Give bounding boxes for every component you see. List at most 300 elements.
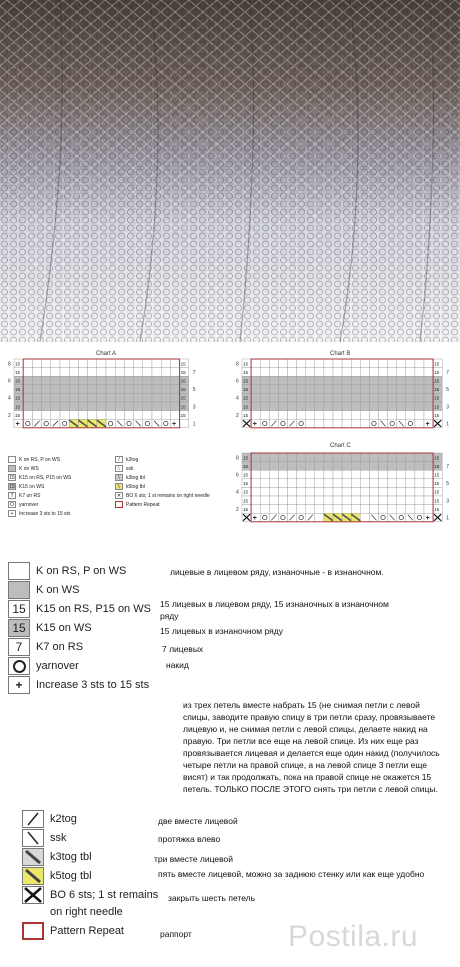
legend-row [50, 903, 123, 921]
chart-cell [161, 402, 170, 411]
row-number: 4 [236, 395, 239, 402]
chart-cell [124, 411, 133, 420]
legend-en: K7 on RS [36, 641, 84, 653]
cell-label: 15 [243, 361, 249, 367]
chart-cell [106, 376, 115, 385]
bind-off-icon: ✕ [116, 492, 122, 499]
legend-label: K on WS [19, 465, 39, 472]
chart-cell [379, 453, 388, 462]
chart-cell [23, 368, 32, 377]
cell-label: 15 [434, 481, 440, 487]
cell-label: 15 [434, 404, 440, 410]
chart-cell [360, 368, 369, 377]
legend-swatch [8, 465, 16, 472]
chart-cell [360, 505, 369, 514]
legend-ru: протяжка влево [158, 834, 221, 844]
chart-cell [288, 487, 297, 496]
row-number: 8 [236, 361, 239, 368]
chart-cell [269, 402, 278, 411]
chart-cell [143, 385, 152, 394]
chart-cell [424, 368, 433, 377]
chart-cell [388, 419, 397, 428]
legend-swatch [8, 456, 16, 463]
chart-cell [23, 402, 32, 411]
chart-cell [97, 368, 106, 377]
cell-label: 15 [243, 404, 249, 410]
chart-cell [297, 453, 306, 462]
chart-cell [351, 393, 360, 402]
chart-cell [42, 411, 51, 420]
chart-cell [415, 359, 424, 368]
chart-cell [306, 496, 315, 505]
chart-cell [278, 359, 287, 368]
chart-cell [360, 470, 369, 479]
legend-swatch: 15 [9, 474, 15, 481]
chart-cell [23, 419, 32, 428]
row-number: 1 [446, 421, 449, 428]
chart-cell [406, 393, 415, 402]
chart-cell [351, 419, 360, 428]
chart-cell [369, 453, 378, 462]
postila-logo: Postila.ru [288, 920, 419, 953]
chart-cell [180, 419, 189, 428]
chart-cell [369, 487, 378, 496]
chart-cell [288, 359, 297, 368]
chart-cell [315, 376, 324, 385]
chart-cell [360, 496, 369, 505]
chart-cell [415, 462, 424, 471]
chart-cell [342, 402, 351, 411]
chart-cell [23, 376, 32, 385]
chart-cell [397, 479, 406, 488]
chart-cell [406, 505, 415, 514]
k5tog-tbl-icon: \ [115, 483, 123, 490]
chart-cell [297, 385, 306, 394]
k3tog-tbl-icon: \ [115, 474, 123, 481]
chart-cell [424, 393, 433, 402]
cell-label: 15 [243, 412, 249, 418]
chart-cell [351, 470, 360, 479]
cell-label: 15 [15, 361, 21, 367]
chart-cell [360, 462, 369, 471]
chart-cell [288, 385, 297, 394]
legend-ru: три вместе лицевой [154, 854, 233, 864]
chart-cell [278, 376, 287, 385]
legend-label: K on RS, P on WS [19, 456, 61, 463]
chart-cell [324, 411, 333, 420]
legend-ru: закрыть шесть петель [168, 893, 256, 903]
chart-cell [124, 393, 133, 402]
chart-cell [51, 385, 60, 394]
chart-cell [260, 359, 269, 368]
chart-cell [69, 368, 78, 377]
row-number: 3 [446, 498, 449, 505]
chart-cell [406, 419, 415, 428]
ssk-icon: \ [115, 465, 123, 472]
chart-cell [170, 411, 179, 420]
chart-cell [42, 419, 51, 428]
row-number: 2 [8, 412, 11, 419]
chart-cell [397, 462, 406, 471]
legend-swatch [8, 562, 30, 580]
legend-row [22, 829, 67, 847]
chart-cell [32, 411, 41, 420]
chart-cell [424, 402, 433, 411]
legend-label: k2tog [126, 456, 139, 463]
chart-cell [278, 487, 287, 496]
chart-cell [106, 411, 115, 420]
chart-cell [360, 359, 369, 368]
legend-row [22, 922, 124, 940]
chart-cell [143, 376, 152, 385]
chart-cell [78, 385, 87, 394]
chart-b-title: Chart B [330, 351, 351, 357]
chart-cell [306, 462, 315, 471]
chart-cell [251, 376, 260, 385]
chart-cell [406, 479, 415, 488]
chart-cell [415, 376, 424, 385]
chart-cell [351, 479, 360, 488]
chart-cell [60, 393, 69, 402]
chart-cell [324, 462, 333, 471]
row-number: 6 [236, 472, 239, 479]
row-number: 3 [446, 404, 449, 411]
chart-cell [288, 368, 297, 377]
chart-cell [269, 359, 278, 368]
chart-cell [406, 470, 415, 479]
small-legend-b [115, 455, 210, 509]
chart-cell [260, 453, 269, 462]
chart-cell [379, 496, 388, 505]
chart-cell [315, 513, 324, 522]
chart-cell [60, 376, 69, 385]
chart-cell [124, 385, 133, 394]
chart-cell [288, 402, 297, 411]
chart-cell [342, 368, 351, 377]
chart-cell [124, 419, 133, 428]
chart-cell [351, 462, 360, 471]
chart-cell [78, 411, 87, 420]
chart-cell [260, 368, 269, 377]
k5tog-tbl-icon [22, 867, 44, 885]
legend-en: BO 6 sts; 1 st remains [50, 889, 159, 901]
chart-cell [269, 496, 278, 505]
chart-cell [388, 479, 397, 488]
legend-row [8, 638, 83, 656]
chart-cell [342, 359, 351, 368]
chart-cell [297, 496, 306, 505]
legend-en: Increase 3 sts to 15 sts [36, 679, 150, 691]
chart-cell [269, 479, 278, 488]
chart-cell [360, 479, 369, 488]
cell-label: 15 [434, 361, 440, 367]
chart-cell [42, 393, 51, 402]
legend-row [8, 562, 126, 580]
chart-cell [333, 487, 342, 496]
legend-row [22, 848, 92, 866]
chart-cell [415, 496, 424, 505]
chart-cell [278, 368, 287, 377]
chart-cell [415, 402, 424, 411]
chart-cell [134, 368, 143, 377]
chart-cell [397, 359, 406, 368]
chart-cell [51, 402, 60, 411]
k3tog-tbl-icon [22, 848, 44, 866]
chart-cell [369, 505, 378, 514]
chart-cell [42, 385, 51, 394]
chart-cell [278, 453, 287, 462]
chart-cell [106, 359, 115, 368]
chart-cell [397, 505, 406, 514]
legend-ru: лицевые в лицевом ряду, изнаночные - в изнаночном. [170, 567, 384, 577]
chart-cell [251, 479, 260, 488]
small-legend [8, 455, 71, 518]
chart-cell [278, 479, 287, 488]
increase-icon: + [425, 421, 430, 428]
chart-cell [269, 505, 278, 514]
cell-label: 15 [243, 472, 249, 478]
chart-cell [306, 393, 315, 402]
legend-row [8, 619, 92, 637]
chart-cell [170, 385, 179, 394]
k2tog-icon [22, 810, 44, 828]
row-number: 7 [192, 369, 196, 376]
chart-cell [360, 402, 369, 411]
chart-cell [306, 470, 315, 479]
chart-cell [369, 479, 378, 488]
chart-cell [360, 419, 369, 428]
chart-cell [269, 368, 278, 377]
chart-cell [42, 376, 51, 385]
chart-cell [315, 393, 324, 402]
row-number: 3 [192, 404, 196, 411]
chart-cell [260, 505, 269, 514]
row-number: 6 [236, 378, 239, 385]
chart-cell [23, 359, 32, 368]
chart-cell [333, 419, 342, 428]
chart-cell [134, 385, 143, 394]
chart-cell [251, 385, 260, 394]
chart-cell [297, 402, 306, 411]
chart-cell [315, 453, 324, 462]
chart-cell [78, 402, 87, 411]
chart-cell [333, 368, 342, 377]
chart-cell [424, 385, 433, 394]
legend-ru: пять вместе лицевой, можно за заднюю стенку или как еще удобно [158, 869, 425, 879]
legend-swatch [8, 581, 30, 599]
chart-cell [269, 453, 278, 462]
chart-cell [315, 470, 324, 479]
chart-cell [115, 385, 124, 394]
chart-cell [342, 470, 351, 479]
chart-cell [315, 479, 324, 488]
chart-cell [424, 479, 433, 488]
chart-cell [333, 479, 342, 488]
chart-cell [260, 496, 269, 505]
chart-cell [315, 496, 324, 505]
cell-label: 15 [243, 378, 249, 384]
chart-cell [388, 453, 397, 462]
chart-cell [342, 393, 351, 402]
legend-label: Pattern Repeat [126, 501, 160, 508]
row-number: 4 [8, 395, 11, 402]
chart-cell [152, 359, 161, 368]
cell-label: 15 [180, 404, 186, 410]
cell-label: 15 [180, 378, 186, 384]
legend-ru: две вместе лицевой [158, 816, 238, 826]
chart-cell [69, 411, 78, 420]
chart-b [230, 357, 456, 435]
chart-cell [297, 419, 306, 428]
chart-cell [324, 385, 333, 394]
chart-cell [161, 376, 170, 385]
chart-cell [406, 385, 415, 394]
chart-cell [306, 402, 315, 411]
chart-cell [388, 359, 397, 368]
chart-cell [369, 368, 378, 377]
chart-cell [379, 385, 388, 394]
chart-cell [306, 487, 315, 496]
chart-cell [369, 411, 378, 420]
chart-cell [379, 513, 388, 522]
chart-cell [342, 462, 351, 471]
chart-cell [306, 419, 315, 428]
chart-cell [379, 411, 388, 420]
legend-en: K15 on WS [36, 622, 92, 634]
chart-cell [306, 368, 315, 377]
row-number: 1 [192, 421, 196, 428]
chart-cell [143, 359, 152, 368]
legend-row [22, 886, 158, 904]
chart-cell [406, 462, 415, 471]
chart-cell [97, 393, 106, 402]
chart-cell [278, 462, 287, 471]
chart-cell [288, 479, 297, 488]
chart-cell [260, 462, 269, 471]
chart-cell [397, 402, 406, 411]
row-number: 5 [446, 481, 449, 488]
cell-label: 15 [15, 412, 21, 418]
chart-cell [278, 402, 287, 411]
chart-cell [88, 376, 97, 385]
chart-cell [269, 411, 278, 420]
chart-cell [388, 402, 397, 411]
cell-label: 15 [434, 472, 440, 478]
chart-cell [143, 419, 152, 428]
chart-cell [351, 411, 360, 420]
chart-cell [397, 513, 406, 522]
cell-label: 15 [434, 506, 440, 512]
chart-cell [88, 368, 97, 377]
chart-cell [60, 368, 69, 377]
row-number: 6 [8, 378, 11, 385]
chart-cell [88, 402, 97, 411]
chart-cell [297, 505, 306, 514]
chart-cell [134, 393, 143, 402]
chart-c-title: Chart C [330, 443, 351, 449]
cell-label: 15 [243, 481, 249, 487]
chart-cell [424, 470, 433, 479]
chart-cell [333, 359, 342, 368]
chart-cell [342, 453, 351, 462]
chart-cell [333, 402, 342, 411]
chart-cell [424, 487, 433, 496]
chart-cell [333, 385, 342, 394]
chart-cell [351, 368, 360, 377]
legend-en: on right needle [50, 906, 123, 918]
chart-cell [51, 393, 60, 402]
chart-cell [152, 385, 161, 394]
chart-cell [143, 402, 152, 411]
chart-cell [415, 479, 424, 488]
row-number: 5 [192, 387, 196, 394]
chart-cell [288, 376, 297, 385]
cell-label: 15 [15, 387, 21, 393]
chart-cell [388, 411, 397, 420]
cell-label: 15 [434, 463, 440, 469]
row-number: 8 [236, 455, 239, 462]
chart-cell [161, 368, 170, 377]
chart-cell [161, 359, 170, 368]
chart-cell [360, 385, 369, 394]
legend-label: yarnover [19, 501, 39, 508]
chart-cell [315, 368, 324, 377]
chart-cell [406, 376, 415, 385]
chart-cell [388, 496, 397, 505]
row-number: 5 [446, 387, 449, 394]
chart-cell [360, 393, 369, 402]
legend-row [8, 581, 79, 599]
chart-cell [333, 470, 342, 479]
chart-cell [134, 376, 143, 385]
chart-cell [69, 385, 78, 394]
chart-cell [424, 376, 433, 385]
chart-cell [315, 487, 324, 496]
increase-icon: + [252, 515, 257, 522]
chart-cell [397, 453, 406, 462]
chart-cell [152, 411, 161, 420]
cell-label: 15 [434, 455, 440, 461]
bind-off-icon [22, 886, 44, 904]
legend-ru: из трех петель вместе набрать 15 (не снимая петли с левой спицы, заводите правую спицу в три петли сразу, провязываете лицевую и, не снимая петли с левой спицы, делаете накид на правую. Три петли все еще на левой спице. Из них еще раз провязывается лицевая и делается еще один накид (получилось четыре петли на правой спице, а на левой спице 3 петли еще висят) и так продолжать, пока на правой спице не окажется 15 петель. ТОЛЬКО ПОСЛЕ ЭТОГО снять три петли с левой спицы. [183, 700, 440, 794]
chart-cell [88, 385, 97, 394]
chart-cell [269, 470, 278, 479]
chart-cell [324, 359, 333, 368]
chart-cell [42, 402, 51, 411]
chart-cell [351, 453, 360, 462]
pattern-repeat-icon [115, 501, 123, 508]
chart-cell [51, 359, 60, 368]
chart-cell [315, 411, 324, 420]
chart-cell [324, 479, 333, 488]
chart-cell [32, 385, 41, 394]
chart-cell [415, 470, 424, 479]
chart-cell [251, 402, 260, 411]
chart-cell [161, 385, 170, 394]
chart-cell [32, 402, 41, 411]
legend-row [22, 867, 92, 885]
chart-cell [388, 368, 397, 377]
chart-cell [424, 462, 433, 471]
legend-en: K on WS [36, 584, 80, 596]
chart-cell [369, 419, 378, 428]
chart-cell [324, 505, 333, 514]
chart-cell [288, 393, 297, 402]
legend-label: K7 on RS [19, 492, 41, 499]
chart-cell [415, 513, 424, 522]
chart-cell [388, 487, 397, 496]
chart-cell [379, 376, 388, 385]
